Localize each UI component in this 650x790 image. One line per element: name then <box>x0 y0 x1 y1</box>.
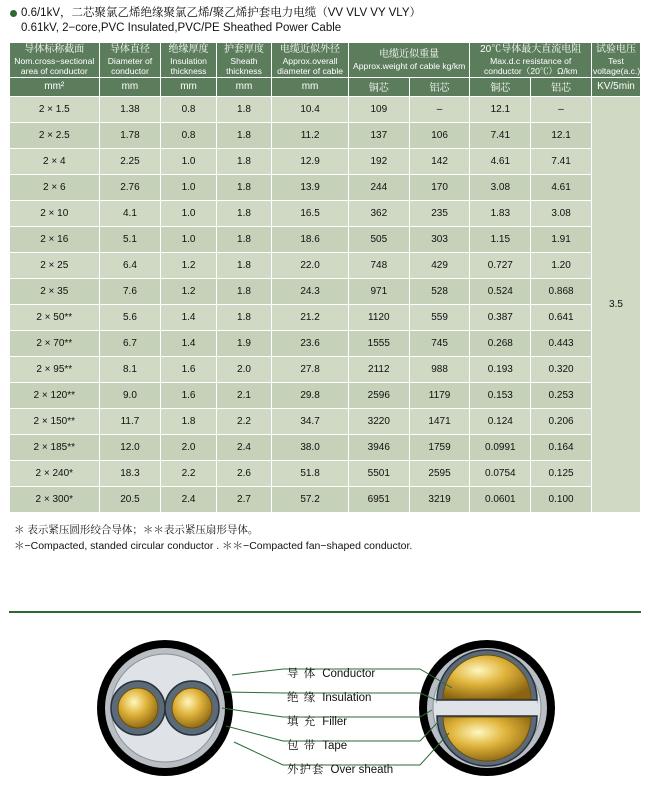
unit-test-voltage: KV/5min <box>591 77 640 96</box>
cell-cross-section: 2 × 95** <box>10 356 100 382</box>
cell-conductor-diameter: 9.0 <box>99 382 161 408</box>
cell-insulation-thickness: 1.4 <box>161 304 216 330</box>
cell-cross-section: 2 × 25 <box>10 252 100 278</box>
cell-weight-aluminium: 528 <box>409 278 470 304</box>
unit-insulation-thickness: mm <box>161 77 216 96</box>
cell-conductor-diameter: 11.7 <box>99 408 161 434</box>
cell-insulation-thickness: 1.6 <box>161 356 216 382</box>
cell-resistance-copper: 0.727 <box>470 252 531 278</box>
cell-resistance-copper: 1.15 <box>470 226 531 252</box>
cell-overall-diameter: 10.4 <box>272 96 349 122</box>
cell-insulation-thickness: 1.8 <box>161 408 216 434</box>
table-row <box>10 200 641 226</box>
cell-sheath-thickness: 1.8 <box>216 122 271 148</box>
cell-overall-diameter: 13.9 <box>272 174 349 200</box>
cell-sheath-thickness: 2.0 <box>216 356 271 382</box>
cell-cross-section: 2 × 35 <box>10 278 100 304</box>
header-dc-resistance: 20℃导体最大直流电阻 Max.d.c resistance of conductor（20℃）Ω/km <box>470 43 592 78</box>
cell-overall-diameter: 22.0 <box>272 252 349 278</box>
cell-weight-copper: 971 <box>348 278 409 304</box>
header-weight: 电缆近似重量 Approx.weight of cable kg/km <box>348 43 470 78</box>
cell-weight-copper: 192 <box>348 148 409 174</box>
cell-resistance-aluminium: 12.1 <box>531 122 592 148</box>
cell-cross-section: 2 × 240* <box>10 460 100 486</box>
cell-conductor-diameter: 5.1 <box>99 226 161 252</box>
cell-conductor-diameter: 18.3 <box>99 460 161 486</box>
unit-conductor-diameter: mm <box>99 77 161 96</box>
title-text-cn: 0.6/1kV，二芯聚氯乙烯绝缘聚氯乙烯/聚乙烯护套电力电缆（VV VLV VY VLY） <box>21 7 422 19</box>
page-title <box>0 0 650 40</box>
cell-resistance-copper: 3.08 <box>470 174 531 200</box>
cell-cross-section: 2 × 300* <box>10 486 100 512</box>
cell-sheath-thickness: 2.1 <box>216 382 271 408</box>
cell-resistance-aluminium: 0.100 <box>531 486 592 512</box>
cell-resistance-copper: 0.0754 <box>470 460 531 486</box>
cell-sheath-thickness: 1.8 <box>216 304 271 330</box>
cell-sheath-thickness: 1.8 <box>216 226 271 252</box>
cell-sheath-thickness: 1.8 <box>216 200 271 226</box>
cell-weight-aluminium: 1471 <box>409 408 470 434</box>
spec-table <box>9 42 641 513</box>
cell-resistance-copper: 0.0601 <box>470 486 531 512</box>
cell-resistance-copper: 0.153 <box>470 382 531 408</box>
cell-resistance-aluminium: 1.91 <box>531 226 592 252</box>
cell-resistance-aluminium: 0.641 <box>531 304 592 330</box>
cell-weight-copper: 748 <box>348 252 409 278</box>
cell-resistance-copper: 0.124 <box>470 408 531 434</box>
table-row <box>10 382 641 408</box>
unit-resistance-aluminium: 铝芯 <box>531 77 592 96</box>
cell-insulation-thickness: 1.2 <box>161 278 216 304</box>
cell-overall-diameter: 11.2 <box>272 122 349 148</box>
cell-conductor-diameter: 4.1 <box>99 200 161 226</box>
unit-weight-copper: 铜芯 <box>348 77 409 96</box>
legend-item-conductor: 导 体 Conductor <box>287 668 376 680</box>
cell-weight-copper: 505 <box>348 226 409 252</box>
table-row <box>10 226 641 252</box>
cell-resistance-copper: 7.41 <box>470 122 531 148</box>
cell-conductor-diameter: 20.5 <box>99 486 161 512</box>
cell-overall-diameter: 51.8 <box>272 460 349 486</box>
cell-resistance-aluminium: 0.868 <box>531 278 592 304</box>
table-row <box>10 252 641 278</box>
cell-weight-copper: 1120 <box>348 304 409 330</box>
cell-weight-copper: 2596 <box>348 382 409 408</box>
table-row <box>10 486 641 512</box>
cell-sheath-thickness: 2.2 <box>216 408 271 434</box>
table-row <box>10 408 641 434</box>
table-row <box>10 330 641 356</box>
cell-weight-aluminium: 170 <box>409 174 470 200</box>
cell-cross-section: 2 × 70** <box>10 330 100 356</box>
cell-weight-aluminium: 1759 <box>409 434 470 460</box>
header-test-voltage: 试验电压 Test voltage(a.c.) <box>592 44 641 76</box>
cell-insulation-thickness: 0.8 <box>161 96 216 122</box>
cell-insulation-thickness: 0.8 <box>161 122 216 148</box>
cell-insulation-thickness: 2.2 <box>161 460 216 486</box>
cell-insulation-thickness: 1.0 <box>161 226 216 252</box>
table-row <box>10 174 641 200</box>
cell-insulation-thickness: 2.4 <box>161 486 216 512</box>
cell-insulation-thickness: 2.0 <box>161 434 216 460</box>
section-divider <box>9 611 641 613</box>
cell-conductor-diameter: 1.78 <box>99 122 161 148</box>
cell-resistance-aluminium: 0.320 <box>531 356 592 382</box>
cell-conductor-diameter: 6.7 <box>99 330 161 356</box>
cell-cross-section: 2 × 185** <box>10 434 100 460</box>
cell-sheath-thickness: 1.8 <box>216 252 271 278</box>
header-conductor-diameter: 导体直径 Diameter of conductor <box>99 43 161 78</box>
cell-overall-diameter: 38.0 <box>272 434 349 460</box>
cell-sheath-thickness: 2.6 <box>216 460 271 486</box>
cell-weight-aluminium: 559 <box>409 304 470 330</box>
unit-sheath-thickness: mm <box>216 77 271 96</box>
table-row <box>10 460 641 486</box>
note-en: ＊−Compacted, standed circular conductor . ＊＊−Compacted fan−shaped conductor. <box>14 539 413 552</box>
cell-weight-aluminium: 988 <box>409 356 470 382</box>
cell-insulation-thickness: 1.0 <box>161 200 216 226</box>
cell-resistance-aluminium: 0.253 <box>531 382 592 408</box>
cell-overall-diameter: 29.8 <box>272 382 349 408</box>
cell-cross-section: 2 × 6 <box>10 174 100 200</box>
cell-cross-section: 2 × 120** <box>10 382 100 408</box>
cell-conductor-diameter: 2.25 <box>99 148 161 174</box>
unit-cross-section: mm² <box>10 77 100 96</box>
cell-overall-diameter: 23.6 <box>272 330 349 356</box>
cell-conductor-diameter: 8.1 <box>99 356 161 382</box>
cell-resistance-aluminium: 0.164 <box>531 434 592 460</box>
table-unit-row <box>10 77 641 96</box>
cell-weight-copper: 3946 <box>348 434 409 460</box>
cell-weight-aluminium: – <box>409 96 470 122</box>
cell-overall-diameter: 34.7 <box>272 408 349 434</box>
cell-weight-copper: 2112 <box>348 356 409 382</box>
cell-sheath-thickness: 1.8 <box>216 174 271 200</box>
cell-overall-diameter: 18.6 <box>272 226 349 252</box>
cell-sheath-thickness: 1.8 <box>216 96 271 122</box>
cell-resistance-copper: 0.387 <box>470 304 531 330</box>
cell-cross-section: 2 × 16 <box>10 226 100 252</box>
cell-insulation-thickness: 1.4 <box>161 330 216 356</box>
table-row <box>10 96 641 122</box>
title-line-en <box>10 21 650 36</box>
header-cross-section: 导体标称截面 Nom.cross−sectional area of conductor <box>10 43 100 78</box>
cell-overall-diameter: 16.5 <box>272 200 349 226</box>
unit-weight-aluminium: 铝芯 <box>409 77 470 96</box>
table-row <box>10 356 641 382</box>
cell-conductor-diameter: 12.0 <box>99 434 161 460</box>
cell-resistance-aluminium: 1.20 <box>531 252 592 278</box>
cell-cross-section: 2 × 2.5 <box>10 122 100 148</box>
cell-resistance-copper: 0.0991 <box>470 434 531 460</box>
cell-conductor-diameter: 5.6 <box>99 304 161 330</box>
cell-weight-aluminium: 303 <box>409 226 470 252</box>
cell-resistance-aluminium: 0.206 <box>531 408 592 434</box>
cell-resistance-copper: 0.524 <box>470 278 531 304</box>
cell-sheath-thickness: 1.8 <box>216 148 271 174</box>
cell-conductor-diameter: 1.38 <box>99 96 161 122</box>
cell-overall-diameter: 27.8 <box>272 356 349 382</box>
cell-weight-copper: 3220 <box>348 408 409 434</box>
cable-round-conductor <box>97 640 233 776</box>
cell-resistance-aluminium: 0.443 <box>531 330 592 356</box>
cell-cross-section: 2 × 50** <box>10 304 100 330</box>
title-text-en: 0.61kV, 2−core,PVC Insulated,PVC/PE Sheathed Power Cable <box>21 22 342 34</box>
cell-overall-diameter: 24.3 <box>272 278 349 304</box>
cell-insulation-thickness: 1.2 <box>161 252 216 278</box>
notes <box>14 522 650 554</box>
header-sheath-thickness: 护套厚度 Sheath thickness <box>216 43 271 78</box>
cell-conductor-diameter: 2.76 <box>99 174 161 200</box>
cell-resistance-copper: 4.61 <box>470 148 531 174</box>
cell-conductor-diameter: 6.4 <box>99 252 161 278</box>
cell-resistance-aluminium: 7.41 <box>531 148 592 174</box>
header-overall-diameter: 电缆近似外径 Approx.overall diameter of cable <box>272 43 349 78</box>
cell-weight-aluminium: 429 <box>409 252 470 278</box>
cell-insulation-thickness: 1.6 <box>161 382 216 408</box>
title-line-cn <box>10 6 650 21</box>
cell-weight-copper: 109 <box>348 96 409 122</box>
cell-weight-copper: 6951 <box>348 486 409 512</box>
cell-weight-aluminium: 142 <box>409 148 470 174</box>
cell-overall-diameter: 21.2 <box>272 304 349 330</box>
table-row <box>10 278 641 304</box>
cell-resistance-copper: 0.268 <box>470 330 531 356</box>
cell-insulation-thickness: 1.0 <box>161 148 216 174</box>
cable-cross-section-diagram <box>0 630 650 790</box>
cell-weight-aluminium: 106 <box>409 122 470 148</box>
cell-weight-aluminium: 3219 <box>409 486 470 512</box>
cell-weight-copper: 137 <box>348 122 409 148</box>
cell-resistance-copper: 1.83 <box>470 200 531 226</box>
cell-resistance-copper: 0.193 <box>470 356 531 382</box>
cell-weight-copper: 362 <box>348 200 409 226</box>
header-insulation-thickness: 绝缘厚度 Insulation thickness <box>161 43 216 78</box>
cell-test-voltage: 3.5 <box>591 96 640 512</box>
cell-weight-aluminium: 235 <box>409 200 470 226</box>
cell-weight-aluminium: 745 <box>409 330 470 356</box>
cell-overall-diameter: 12.9 <box>272 148 349 174</box>
cell-sheath-thickness: 1.9 <box>216 330 271 356</box>
cell-weight-copper: 244 <box>348 174 409 200</box>
table-header-row <box>10 43 641 78</box>
cell-cross-section: 2 × 150** <box>10 408 100 434</box>
legend-item-insulation: 绝 缘 Insulation <box>287 692 372 704</box>
cell-weight-aluminium: 1179 <box>409 382 470 408</box>
cell-resistance-aluminium: 4.61 <box>531 174 592 200</box>
cell-weight-aluminium: 2595 <box>409 460 470 486</box>
cell-resistance-aluminium: 3.08 <box>531 200 592 226</box>
cell-conductor-diameter: 7.6 <box>99 278 161 304</box>
table-body <box>10 96 641 512</box>
cell-resistance-copper: 12.1 <box>470 96 531 122</box>
legend-item-tape: 包 带 Tape <box>287 740 348 752</box>
cell-cross-section: 2 × 1.5 <box>10 96 100 122</box>
table-row <box>10 434 641 460</box>
bullet-icon <box>10 10 17 17</box>
cell-resistance-aluminium: 0.125 <box>531 460 592 486</box>
cell-sheath-thickness: 2.7 <box>216 486 271 512</box>
note-cn: ＊ 表示紧压圆形绞合导体；＊＊表示紧压扇形导体。 <box>14 523 259 536</box>
legend-item-over-sheath: 外护套 Over sheath <box>287 764 394 776</box>
diagram-legend <box>287 662 487 782</box>
cell-sheath-thickness: 2.4 <box>216 434 271 460</box>
table-row <box>10 122 641 148</box>
cell-overall-diameter: 57.2 <box>272 486 349 512</box>
table-row <box>10 148 641 174</box>
cell-cross-section: 2 × 10 <box>10 200 100 226</box>
table-row <box>10 304 641 330</box>
cell-insulation-thickness: 1.0 <box>161 174 216 200</box>
cell-cross-section: 2 × 4 <box>10 148 100 174</box>
unit-overall-diameter: mm <box>272 77 349 96</box>
cell-weight-copper: 1555 <box>348 330 409 356</box>
cell-weight-copper: 5501 <box>348 460 409 486</box>
unit-resistance-copper: 铜芯 <box>470 77 531 96</box>
cell-sheath-thickness: 1.8 <box>216 278 271 304</box>
legend-item-filler: 填 充 Filler <box>287 716 348 728</box>
cell-resistance-aluminium: – <box>531 96 592 122</box>
